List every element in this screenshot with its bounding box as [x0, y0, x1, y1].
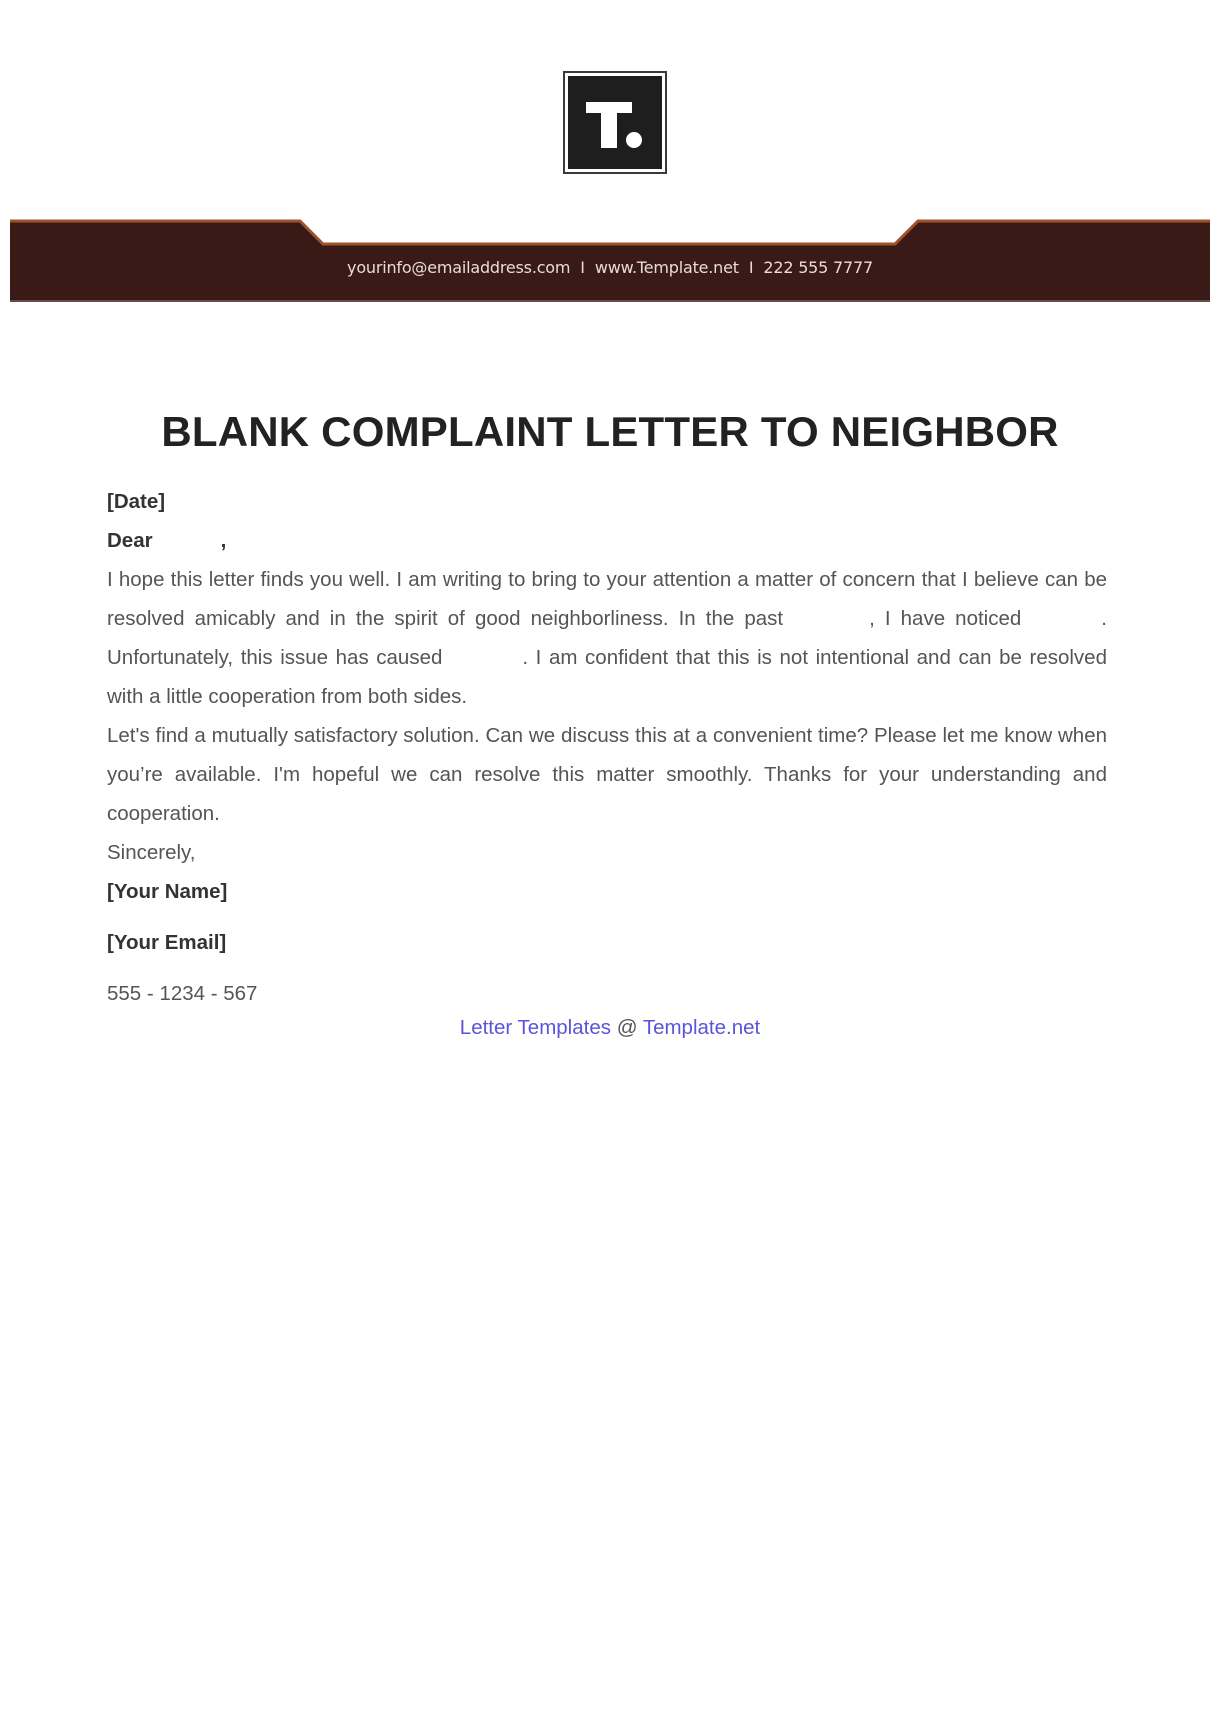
- salutation: [107, 521, 1107, 560]
- contact-separator: I: [748, 258, 754, 277]
- paragraph-1: [107, 560, 1107, 716]
- salutation-comma: ,: [220, 529, 227, 552]
- paragraph-1-part-4: . I am confident that this is not intentional and can be resolved with a little cooperation from both sides.: [107, 646, 1107, 708]
- t-logo-icon: [568, 76, 662, 169]
- letter-body: [107, 482, 1107, 1013]
- signature-phone: 555 - 1234 - 567: [107, 982, 258, 1005]
- signature-name: [Your Name]: [107, 880, 228, 903]
- paragraph-1-part-2: , I have noticed: [869, 607, 1022, 630]
- template-net-link[interactable]: Template.net: [642, 1016, 761, 1039]
- footer-credit: [0, 1016, 1220, 1040]
- contact-line: [0, 258, 1220, 277]
- paragraph-1-part-1: I hope this letter finds you well. I am writing to bring to your attention a matter of concern that I believe can be resolved amicably and in the spirit of good neighborliness. In the past: [107, 568, 1107, 630]
- document-title: BLANK COMPLAINT LETTER TO NEIGHBOR: [161, 408, 1059, 455]
- brand-logo: [563, 71, 667, 174]
- contact-separator: I: [580, 258, 585, 277]
- closing: Sincerely,: [107, 841, 196, 864]
- contact-phone: 222 555 7777: [763, 258, 873, 277]
- paragraph-1-part-3: . Unfortunately, this issue has caused: [107, 607, 1107, 669]
- logo-mark: [568, 76, 662, 169]
- date-placeholder: [Date]: [107, 490, 166, 513]
- paragraph-2: Let's find a mutually satisfactory solution. Can we discuss this at a convenient time? Please let me know when you’re available. I'm hopeful we can resolve this matter smoothly. Thanks for your understanding and cooperation.: [107, 724, 1107, 825]
- signature-email: [Your Email]: [107, 931, 227, 954]
- contact-website: www.Template.net: [594, 258, 739, 277]
- at-symbol: @: [616, 1016, 638, 1039]
- salutation-text: Dear: [107, 529, 153, 552]
- contact-email: yourinfo@emailaddress.com: [347, 258, 571, 277]
- letter-templates-link[interactable]: Letter Templates: [459, 1016, 611, 1039]
